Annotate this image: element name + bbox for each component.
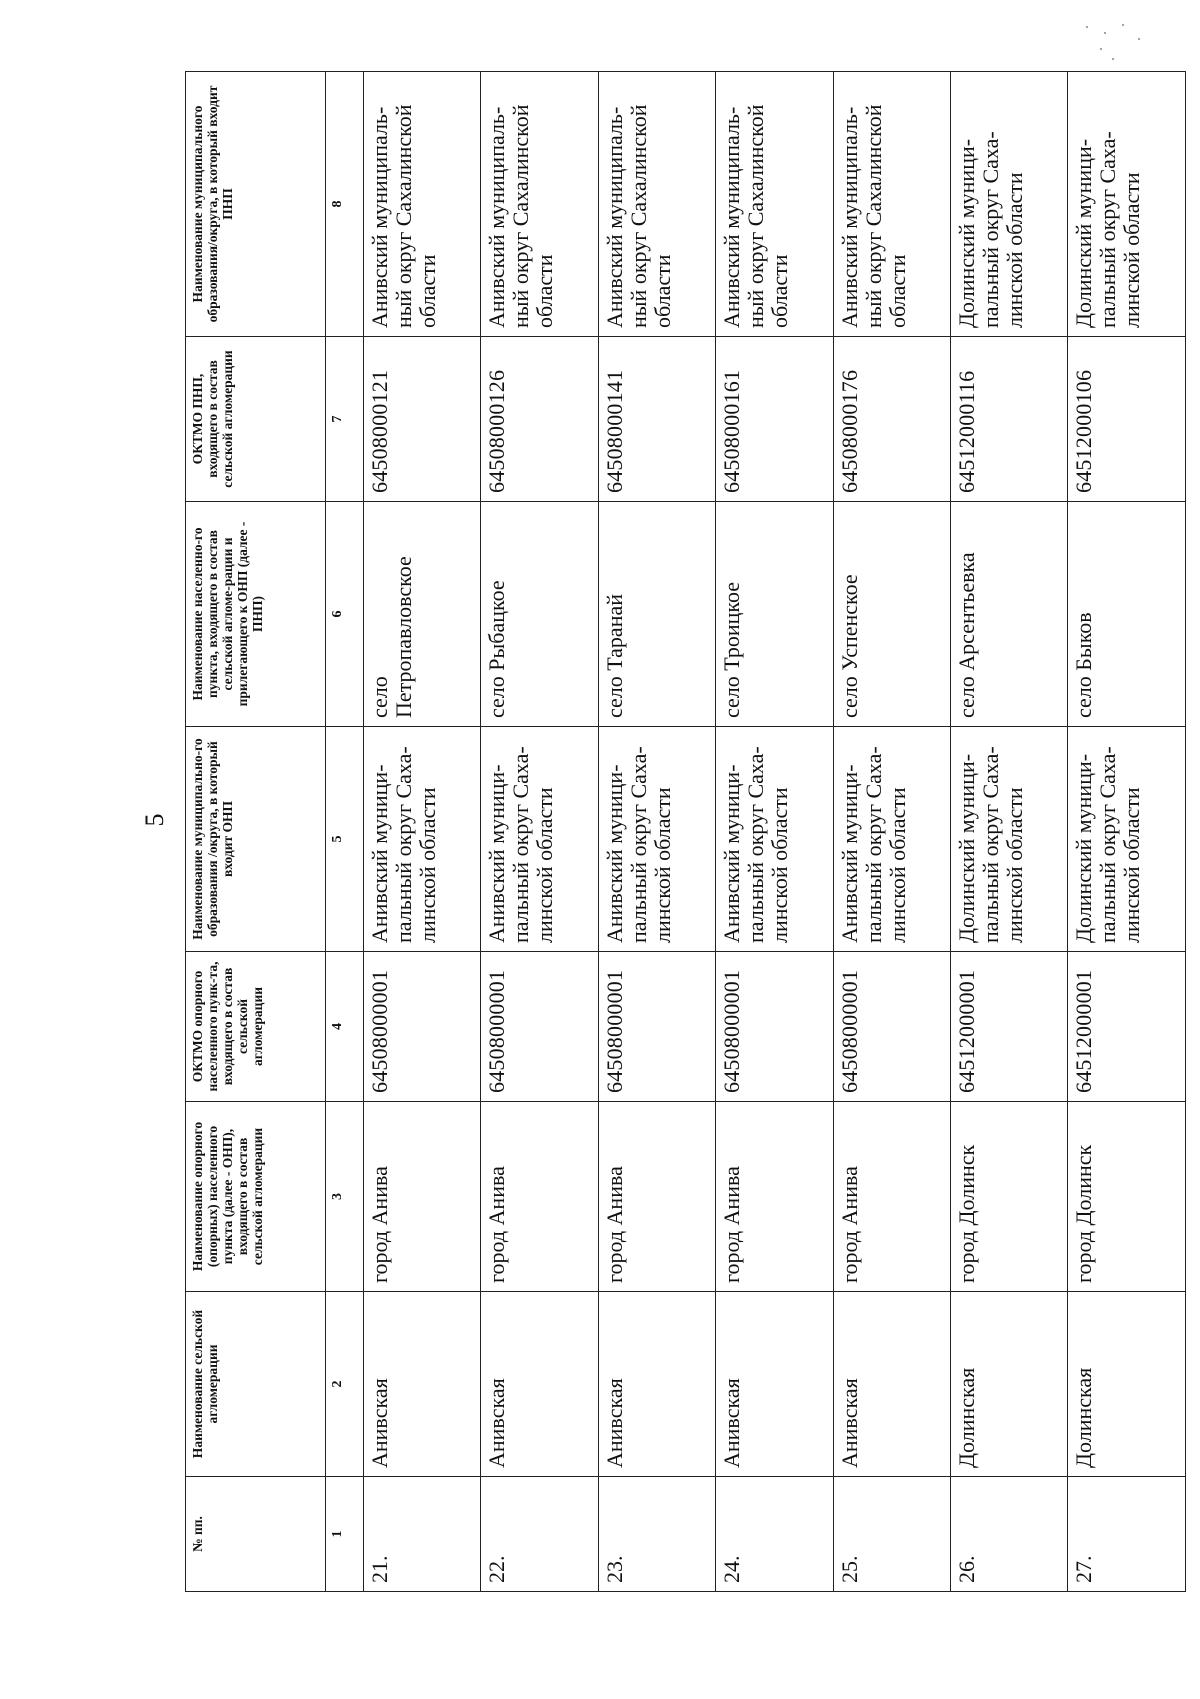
header-cell-onp-oktmo: ОКТМО опорного населенного пунк-та, входящего в состав сельской агломерации — [186, 952, 326, 1102]
onp-municipality: Анивский муници-пальный округ Саха-линской области — [716, 727, 833, 952]
pnp-name: село Быков — [1068, 502, 1185, 727]
onp-oktmo: 64508000001 — [598, 952, 715, 1102]
onp-oktmo: 64508000001 — [716, 952, 833, 1102]
header-cell-onp-name: Наименование опорного (опорных) населенного пункта (далее - ОНП), входящего в состав сельской агломерации — [186, 1102, 326, 1292]
pnp-municipality: Анивский муниципаль-ный округ Сахалинской области — [598, 72, 715, 337]
onp-name: город Анива — [364, 1102, 481, 1292]
pnp-municipality: Анивский муниципаль-ный округ Сахалинской области — [364, 72, 481, 337]
row-number: 22. — [481, 1477, 598, 1592]
pnp-oktmo: 64512000116 — [950, 337, 1067, 502]
pnp-municipality: Долинский муници-пальный округ Саха-линской области — [1068, 72, 1185, 337]
column-number: 4 — [326, 952, 364, 1102]
onp-oktmo: 64508000001 — [364, 952, 481, 1102]
page-number: 5 — [140, 813, 169, 827]
rotated-table-container — [185, 72, 1185, 1592]
column-number: 3 — [326, 1102, 364, 1292]
table-row — [598, 72, 715, 1592]
onp-name: город Долинск — [950, 1102, 1067, 1292]
header-cell-agglomeration: Наименование сельской агломерации — [186, 1292, 326, 1477]
row-number: 25. — [833, 1477, 950, 1592]
onp-municipality: Анивский муници-пальный округ Саха-линской области — [598, 727, 715, 952]
agglomeration-name: Анивская — [364, 1292, 481, 1477]
pnp-oktmo: 64508000176 — [833, 337, 950, 502]
pnp-oktmo: 64508000141 — [598, 337, 715, 502]
column-number: 1 — [326, 1477, 364, 1592]
agglomeration-name: Анивская — [833, 1292, 950, 1477]
onp-oktmo: 64508000001 — [833, 952, 950, 1102]
onp-name: город Анива — [598, 1102, 715, 1292]
table-body — [364, 72, 1186, 1592]
onp-municipality: Анивский муници-пальный округ Саха-линской области — [364, 727, 481, 952]
onp-oktmo: 64508000001 — [481, 952, 598, 1102]
pnp-name: село Таранай — [598, 502, 715, 727]
table-row — [716, 72, 833, 1592]
pnp-municipality: Анивский муниципаль-ный округ Сахалинской области — [833, 72, 950, 337]
onp-name: город Анива — [716, 1102, 833, 1292]
row-number: 24. — [716, 1477, 833, 1592]
agglomeration-name: Долинская — [950, 1292, 1067, 1477]
pnp-name: село Арсентьевка — [950, 502, 1067, 727]
onp-municipality: Анивский муници-пальный округ Саха-линской области — [481, 727, 598, 952]
agglomeration-name: Анивская — [598, 1292, 715, 1477]
row-number: 21. — [364, 1477, 481, 1592]
column-number: 2 — [326, 1292, 364, 1477]
onp-name: город Анива — [833, 1102, 950, 1292]
pnp-municipality: Долинский муници-пальный округ Саха-линской области — [950, 72, 1067, 337]
row-number: 26. — [950, 1477, 1067, 1592]
column-number: 7 — [326, 337, 364, 502]
table-row — [364, 72, 481, 1592]
pnp-name: село Успенское — [833, 502, 950, 727]
pnp-name: село Троицкое — [716, 502, 833, 727]
table-row — [1068, 72, 1185, 1592]
scan-specks — [1082, 18, 1152, 78]
onp-municipality: Долинский муници-пальный округ Саха-линской области — [1068, 727, 1185, 952]
column-number: 8 — [326, 72, 364, 337]
pnp-name: село Рыбацкое — [481, 502, 598, 727]
table-row — [950, 72, 1067, 1592]
pnp-municipality: Анивский муниципаль-ный округ Сахалинской области — [481, 72, 598, 337]
pnp-oktmo: 64508000126 — [481, 337, 598, 502]
onp-name: город Долинск — [1068, 1102, 1185, 1292]
pnp-name: село Петропавловское — [364, 502, 481, 727]
row-number: 27. — [1068, 1477, 1185, 1592]
pnp-oktmo: 64508000121 — [364, 337, 481, 502]
header-cell-pnp-municipality: Наименование муниципального образования/округа, в который входит ПНП — [186, 72, 326, 337]
column-number: 6 — [326, 502, 364, 727]
agglomeration-name: Долинская — [1068, 1292, 1185, 1477]
table-row — [833, 72, 950, 1592]
header-row — [186, 72, 326, 1592]
header-cell-number: № пп. — [186, 1477, 326, 1592]
header-cell-pnp-oktmo: ОКТМО ПНП, входящего в состав сельской агломерации — [186, 337, 326, 502]
table-row — [481, 72, 598, 1592]
onp-municipality: Анивский муници-пальный округ Саха-линской области — [833, 727, 950, 952]
agglomeration-table — [185, 71, 1186, 1592]
agglomeration-name: Анивская — [716, 1292, 833, 1477]
pnp-oktmo: 64508000161 — [716, 337, 833, 502]
header-cell-onp-municipality: Наименование муниципально-го образования /округа, в который входит ОНП — [186, 727, 326, 952]
pnp-municipality: Анивский муниципаль-ный округ Сахалинской области — [716, 72, 833, 337]
row-number: 23. — [598, 1477, 715, 1592]
column-number-row — [326, 72, 364, 1592]
onp-oktmo: 64512000001 — [1068, 952, 1185, 1102]
onp-name: город Анива — [481, 1102, 598, 1292]
column-number: 5 — [326, 727, 364, 952]
pnp-oktmo: 64512000106 — [1068, 337, 1185, 502]
onp-municipality: Долинский муници-пальный округ Саха-линской области — [950, 727, 1067, 952]
onp-oktmo: 64512000001 — [950, 952, 1067, 1102]
header-cell-pnp-name: Наименование населенно-го пункта, входящего в состав сельской агломе-рации и прилегающего к ОНП (далее - ПНП) — [186, 502, 326, 727]
agglomeration-name: Анивская — [481, 1292, 598, 1477]
